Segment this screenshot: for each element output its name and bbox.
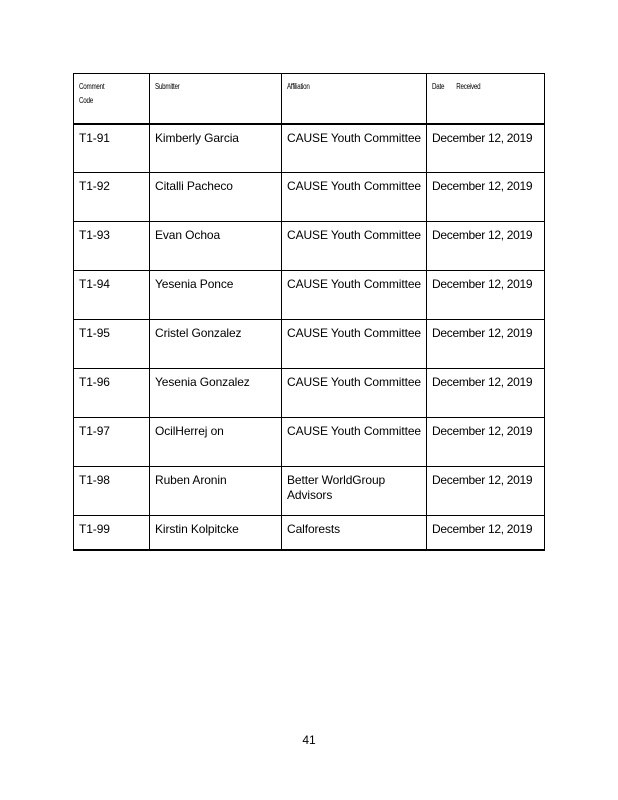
table-row (74, 320, 545, 369)
cell-code: T1-94 (74, 271, 150, 320)
cell-date: December 12, 2019 (427, 222, 545, 271)
cell-submitter: Cristel Gonzalez (150, 320, 282, 369)
cell-submitter: Kirstin Kolpitcke (150, 516, 282, 550)
cell-date: December 12, 2019 (427, 516, 545, 550)
cell-affiliation: Calforests (282, 516, 427, 550)
page-number: 41 (302, 733, 316, 747)
header-submitter-label: Submitter (155, 82, 180, 91)
cell-affiliation: CAUSE Youth Committee (282, 320, 427, 369)
table-row (74, 124, 545, 173)
table-header (74, 74, 545, 124)
header-comment-code (74, 74, 150, 124)
table-row (74, 173, 545, 222)
table-row (74, 222, 545, 271)
cell-submitter: Citalli Pacheco (150, 173, 282, 222)
cell-date: December 12, 2019 (427, 369, 545, 418)
cell-code: T1-96 (74, 369, 150, 418)
cell-date: December 12, 2019 (427, 173, 545, 222)
header-comment-code-label: Comment Code (79, 82, 105, 105)
cell-submitter: Evan Ochoa (150, 222, 282, 271)
cell-code: T1-98 (74, 467, 150, 516)
table-row (74, 516, 545, 550)
cell-code: T1-95 (74, 320, 150, 369)
cell-code: T1-99 (74, 516, 150, 550)
header-date-received-label: Date Received (432, 82, 481, 91)
table-row (74, 271, 545, 320)
cell-submitter: OcilHerrej on (150, 418, 282, 467)
cell-date: December 12, 2019 (427, 418, 545, 467)
cell-affiliation: CAUSE Youth Committee (282, 173, 427, 222)
cell-date: December 12, 2019 (427, 320, 545, 369)
cell-affiliation: Better WorldGroup Advisors (282, 467, 427, 516)
cell-submitter: Ruben Aronin (150, 467, 282, 516)
header-affiliation (282, 74, 427, 124)
header-submitter (150, 74, 282, 124)
table-row (74, 418, 545, 467)
cell-affiliation: CAUSE Youth Committee (282, 369, 427, 418)
cell-code: T1-91 (74, 124, 150, 173)
cell-submitter: Yesenia Ponce (150, 271, 282, 320)
cell-code: T1-97 (74, 418, 150, 467)
cell-code: T1-93 (74, 222, 150, 271)
header-date-received (427, 74, 545, 124)
cell-submitter: Kimberly Garcia (150, 124, 282, 173)
cell-affiliation: CAUSE Youth Committee (282, 124, 427, 173)
cell-affiliation: CAUSE Youth Committee (282, 222, 427, 271)
header-affiliation-label: Affiliation (287, 82, 310, 91)
cell-affiliation: CAUSE Youth Committee (282, 418, 427, 467)
cell-affiliation: CAUSE Youth Committee (282, 271, 427, 320)
table-body (74, 124, 545, 550)
cell-code: T1-92 (74, 173, 150, 222)
table-row (74, 369, 545, 418)
cell-date: December 12, 2019 (427, 124, 545, 173)
comments-table (73, 73, 545, 551)
cell-date: December 12, 2019 (427, 271, 545, 320)
header-row (74, 74, 545, 124)
cell-date: December 12, 2019 (427, 467, 545, 516)
cell-submitter: Yesenia Gonzalez (150, 369, 282, 418)
table-row (74, 467, 545, 516)
